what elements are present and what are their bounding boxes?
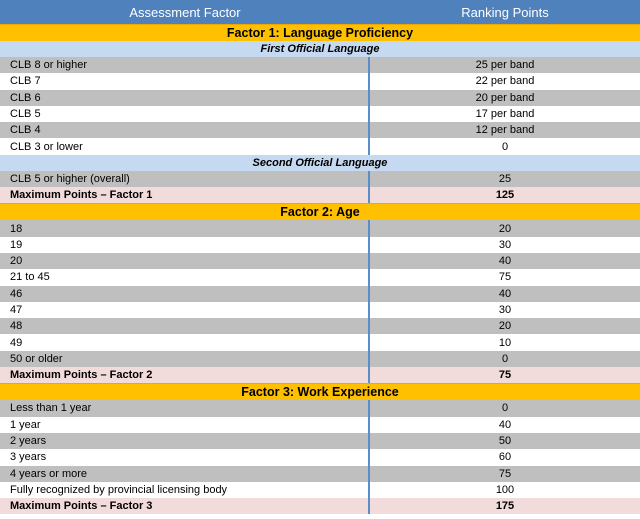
table-row: [0, 318, 640, 334]
maximum-points-row: [0, 367, 640, 383]
points-value: 40: [498, 418, 512, 431]
factor-label: 2 years: [0, 433, 370, 449]
table-row: [0, 334, 640, 350]
table-row: [0, 57, 640, 73]
factor-label: CLB 5: [0, 106, 370, 122]
factor-label: 21 to 45: [0, 269, 370, 285]
table-row: [0, 138, 640, 154]
points-value: 0: [501, 140, 509, 153]
factor-label: 49: [0, 334, 370, 350]
maximum-points-row: [0, 498, 640, 514]
points-value: 60: [498, 451, 512, 464]
table-row: [0, 400, 640, 416]
points-value: 12 per band: [475, 124, 535, 137]
points-value: 0: [501, 352, 509, 365]
maximum-points-label: Maximum Points – Factor 3: [0, 498, 370, 514]
table-row: [0, 253, 640, 269]
header-ranking-points: Ranking Points: [461, 4, 549, 20]
factor-label: Less than 1 year: [0, 400, 370, 416]
factor-label: 4 years or more: [0, 466, 370, 482]
factor-label: CLB 7: [0, 73, 370, 89]
factor-heading: Factor 1: Language Proficiency: [0, 24, 640, 41]
factor-label: 20: [0, 253, 370, 269]
factor-label: CLB 6: [0, 90, 370, 106]
points-value: 30: [498, 238, 512, 251]
points-value: 100: [495, 483, 515, 496]
table-row: [0, 302, 640, 318]
table-row: [0, 122, 640, 138]
table-row: [0, 269, 640, 285]
points-value: 30: [498, 304, 512, 316]
points-value: 25: [498, 172, 512, 185]
table-row: [0, 73, 640, 89]
points-value: 10: [498, 336, 512, 349]
factor-label: 50 or older: [0, 351, 370, 367]
table-row: [0, 466, 640, 482]
table-row: [0, 237, 640, 253]
points-value: 75: [498, 271, 512, 284]
points-value: 20: [498, 222, 512, 235]
factor-label: 47: [0, 302, 370, 318]
maximum-points-label: Maximum Points – Factor 2: [0, 367, 370, 383]
points-value: 17 per band: [475, 108, 535, 121]
factor-heading: Factor 3: Work Experience: [0, 383, 640, 400]
points-value: 50: [498, 435, 512, 448]
factor-label: 19: [0, 237, 370, 253]
table-row: [0, 220, 640, 236]
sub-heading: Second Official Language: [0, 155, 640, 171]
maximum-points-value: 125: [495, 189, 515, 202]
maximum-points-row: [0, 187, 640, 203]
table-row: [0, 106, 640, 122]
table-row: [0, 171, 640, 187]
factor-label: 48: [0, 318, 370, 334]
points-value: 20 per band: [475, 91, 535, 104]
points-value: 22 per band: [475, 75, 535, 88]
table-row: [0, 449, 640, 465]
table-row: [0, 482, 640, 498]
maximum-points-value: 175: [495, 500, 515, 513]
maximum-points-label: Maximum Points – Factor 1: [0, 187, 370, 203]
points-value: 20: [498, 320, 512, 333]
points-value: 25 per band: [475, 59, 535, 72]
factor-label: CLB 8 or higher: [0, 57, 370, 73]
points-value: 40: [498, 255, 512, 268]
points-value: 0: [501, 402, 509, 415]
table-row: [0, 417, 640, 433]
table-row: [0, 90, 640, 106]
table-row: [0, 351, 640, 367]
factor-label: CLB 5 or higher (overall): [0, 171, 370, 187]
factor-label: CLB 3 or lower: [0, 138, 370, 154]
factor-label: 1 year: [0, 417, 370, 433]
points-value: 75: [498, 467, 512, 480]
points-value: 40: [498, 287, 512, 300]
sub-heading: First Official Language: [0, 41, 640, 57]
factor-label: 46: [0, 286, 370, 302]
table-row: [0, 433, 640, 449]
maximum-points-value: 75: [498, 369, 512, 382]
factor-label: CLB 4: [0, 122, 370, 138]
table-header-row: [0, 0, 640, 24]
table-body: [0, 24, 640, 514]
factor-label: 18: [0, 220, 370, 236]
factor-label: Fully recognized by provincial licensing body: [0, 482, 370, 498]
table-row: [0, 286, 640, 302]
factor-heading: Factor 2: Age: [0, 203, 640, 220]
header-assessment-factor: Assessment Factor: [129, 4, 241, 20]
factor-label: 3 years: [0, 449, 370, 465]
